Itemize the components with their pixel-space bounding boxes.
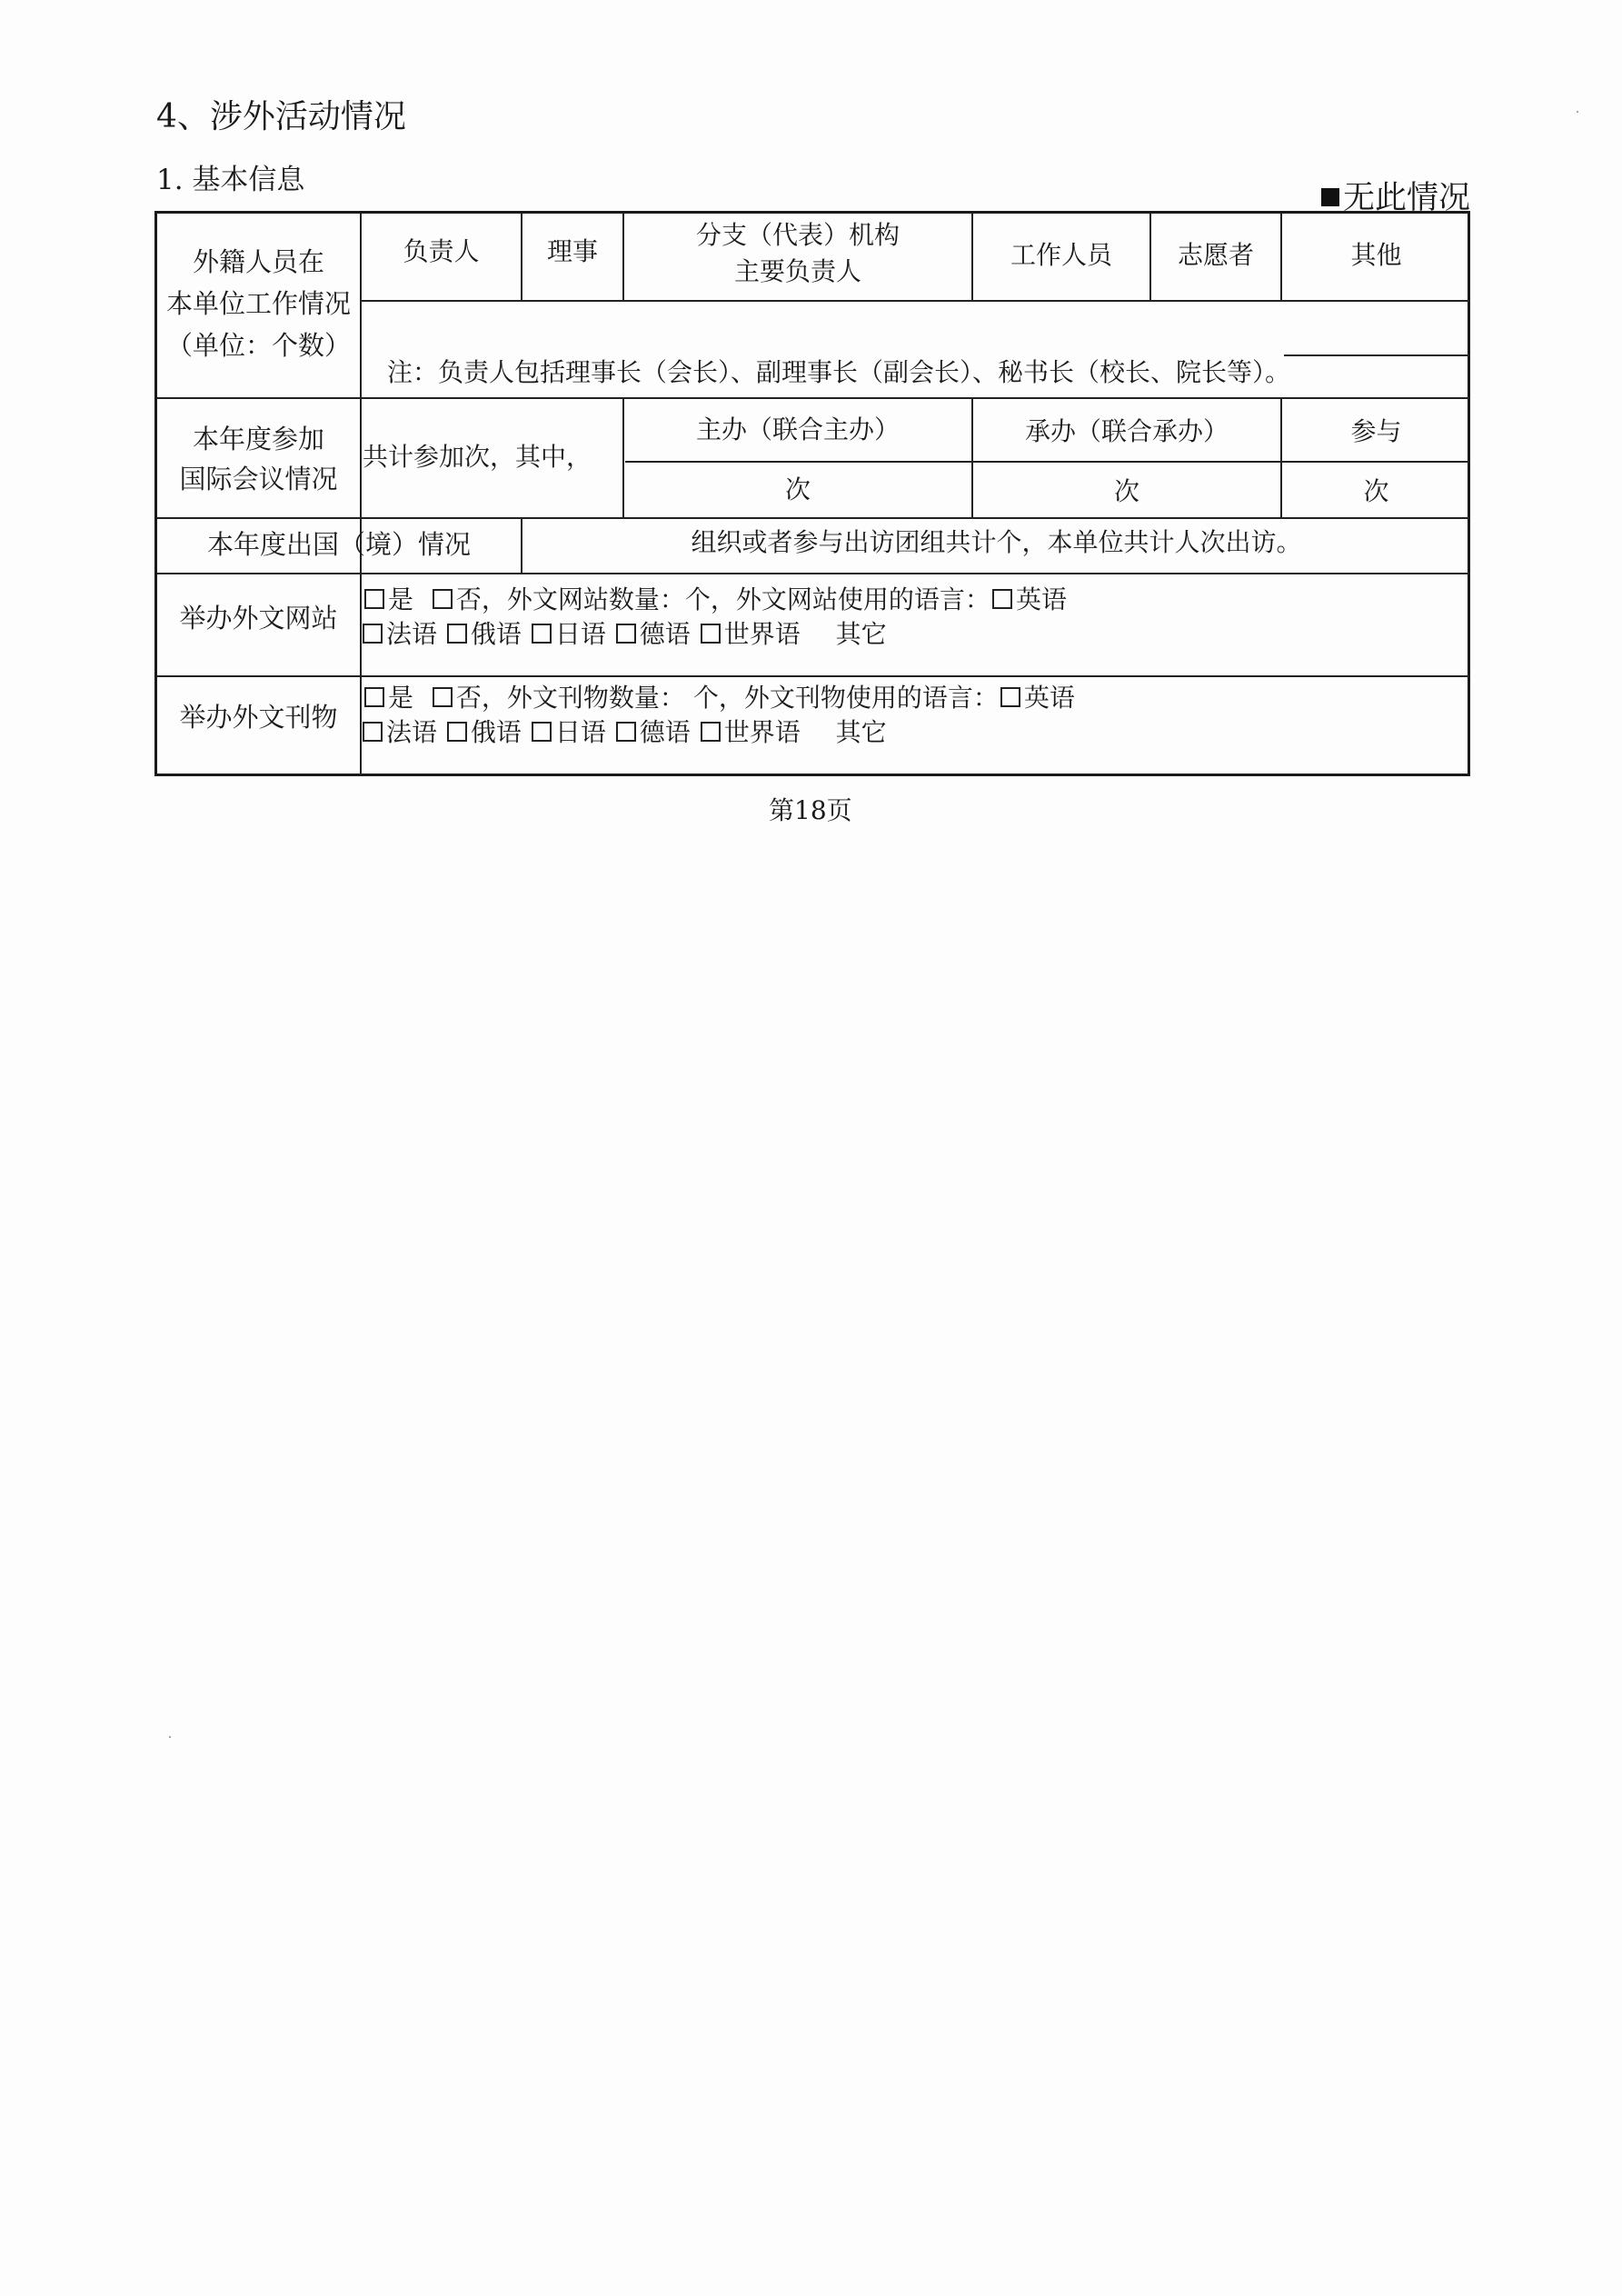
website-yes-label: 是 xyxy=(388,584,414,614)
website-options-line1 xyxy=(363,583,1067,617)
scan-speck xyxy=(1577,111,1578,113)
publication-no-label: 否，外文刊物数量： 个，外文刊物使用的语言： xyxy=(455,683,999,713)
publication-lang-eo-checkbox[interactable] xyxy=(701,722,721,742)
sub-section-title: 1. 基本信息 xyxy=(156,164,305,196)
publication-options-line2 xyxy=(363,715,1075,750)
col-branch-head xyxy=(624,217,971,290)
col-undertake: 承办（联合承办） xyxy=(1024,416,1229,446)
website-lang-de-checkbox[interactable] xyxy=(616,624,636,644)
publication-options xyxy=(363,681,1075,750)
scan-speck xyxy=(169,1736,171,1738)
publication-no-checkbox[interactable] xyxy=(433,687,453,707)
participate-times-unit: 次 xyxy=(1363,476,1389,506)
website-lang-fr-checkbox[interactable] xyxy=(363,624,383,644)
website-lang-ja-checkbox[interactable] xyxy=(532,624,552,644)
publication-yes-label: 是 xyxy=(388,683,414,713)
activity-table xyxy=(154,211,1470,776)
website-options-line2 xyxy=(363,617,1067,652)
website-lang-eo-checkbox[interactable] xyxy=(701,624,721,644)
host-times-unit: 次 xyxy=(784,474,811,504)
publication-lang-ru-checkbox[interactable] xyxy=(447,722,467,742)
col-other: 其他 xyxy=(1350,240,1402,270)
publication-label: 举办外文刊物 xyxy=(179,702,338,733)
no-case-label: 无此情况 xyxy=(1343,180,1471,216)
website-lang-de: 德语 xyxy=(639,619,691,649)
abroad-text: 组织或者参与出访团组共计个，本单位共计人次出访。 xyxy=(691,527,1302,557)
abroad-label: 本年度出国（境）情况 xyxy=(206,529,471,560)
foreign-staff-label-line1: 外籍人员在 xyxy=(192,246,324,277)
website-lang-fr: 法语 xyxy=(386,619,438,649)
website-lang-eo: 世界语 xyxy=(723,619,801,649)
publication-options-line1 xyxy=(363,681,1075,715)
conference-label-line2: 国际会议情况 xyxy=(179,464,338,494)
website-lang-ru: 俄语 xyxy=(470,619,522,649)
col-responsible: 负责人 xyxy=(403,236,480,266)
publication-lang-ru: 俄语 xyxy=(470,717,522,747)
conference-label-line1: 本年度参加 xyxy=(192,424,324,454)
section-title: 4、涉外活动情况 xyxy=(156,98,406,135)
undertake-times-unit: 次 xyxy=(1113,476,1139,506)
website-lang-other: 其它 xyxy=(835,619,887,649)
website-options xyxy=(363,583,1067,652)
conference-label xyxy=(157,419,360,499)
publication-lang-other: 其它 xyxy=(835,717,887,747)
publication-lang-ja-checkbox[interactable] xyxy=(532,722,552,742)
foreign-staff-label-line2: 本单位工作情况 xyxy=(165,288,351,319)
website-label: 举办外文网站 xyxy=(179,603,338,634)
col-branch-line1: 分支（代表）机构 xyxy=(695,220,900,250)
col-host: 主办（联合主办） xyxy=(695,414,900,444)
website-no-checkbox[interactable] xyxy=(433,589,453,609)
publication-lang-fr-checkbox[interactable] xyxy=(363,722,383,742)
website-no-label: 否，外文网站数量：个，外文网站使用的语言： xyxy=(455,584,990,614)
publication-yes-checkbox[interactable] xyxy=(364,687,384,707)
foreign-staff-label-line3: （单位：个数） xyxy=(165,330,351,361)
col-director: 理事 xyxy=(546,236,598,266)
publication-lang-de: 德语 xyxy=(639,717,691,747)
publication-lang-en: 英语 xyxy=(1023,683,1075,713)
publication-lang-ja: 日语 xyxy=(554,717,606,747)
website-yes-checkbox[interactable] xyxy=(364,589,384,609)
col-staff: 工作人员 xyxy=(1010,240,1112,270)
website-lang-en: 英语 xyxy=(1015,584,1067,614)
page-number: 第18页 xyxy=(769,795,852,825)
publication-lang-fr: 法语 xyxy=(386,717,438,747)
filled-square-icon xyxy=(1321,188,1339,206)
publication-lang-de-checkbox[interactable] xyxy=(616,722,636,742)
website-lang-ja: 日语 xyxy=(554,619,606,649)
publication-lang-eo: 世界语 xyxy=(723,717,801,747)
foreign-staff-label xyxy=(157,241,360,366)
conference-total: 共计参加次，其中， xyxy=(363,442,592,472)
website-lang-en-checkbox[interactable] xyxy=(992,589,1012,609)
col-volunteer: 志愿者 xyxy=(1177,240,1254,270)
col-branch-line2: 主要负责人 xyxy=(733,256,861,286)
publication-lang-en-checkbox[interactable] xyxy=(1000,687,1020,707)
website-lang-ru-checkbox[interactable] xyxy=(447,624,467,644)
foreign-staff-note: 注：负责人包括理事长（会长）、副理事长（副会长）、秘书长（校长、院长等）。 xyxy=(387,357,1291,387)
col-participate: 参与 xyxy=(1350,416,1402,446)
